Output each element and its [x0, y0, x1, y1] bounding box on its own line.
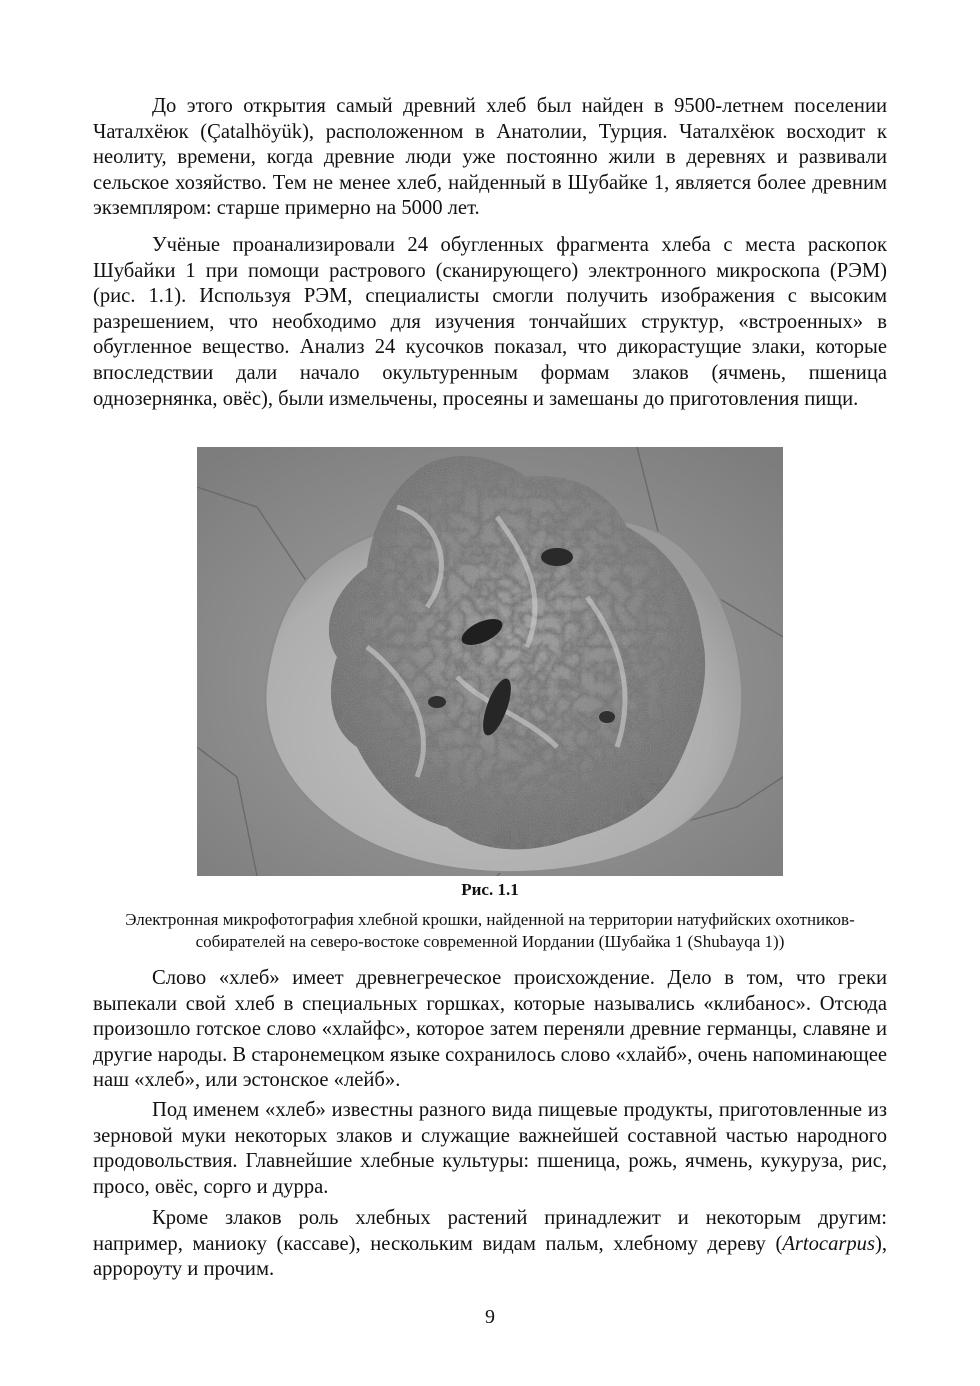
paragraph-word-origin: Слово «хлеб» имеет древнегреческое происхождение. Дело в том, что греки выпекали свой хлеб в специальных горшках, которые назывались «клибанос». Отсюда произошло готское слово «хлайфс», которое затем переняли древние германцы, славяне и другие народы. В старонемецком языке сохранилось слово «хлайб», очень напоминающее наш «хлеб», или эстонское «лейб». — [93, 967, 887, 1092]
paragraph-catalhoyuk: До этого открытия самый древний хлеб был найден в 9500-летнем поселении Чаталхёюк (Çatalhöyük), расположенном в Анатолии, Турция. Чаталхёюк восходит к неолиту, времени, когда древние люди уже постоянно жили в деревнях и развивали сельское хозяйство. Тем не менее хлеб, найденный в Шубайке 1, является более древним экземпляром: старше примерно на 5000 лет. — [93, 95, 887, 220]
paragraph-bread-plants-text-1: Кроме злаков роль хлебных растений принадлежит и некоторым другим: например, маниоку (кассаве), нескольким видам пальм, хлебному дереву ( — [93, 1207, 887, 1255]
figure-sem-micrograph — [197, 447, 783, 876]
paragraph-bread-plants — [93, 1206, 887, 1283]
artocarpus-term: Artocarpus — [782, 1232, 875, 1255]
page-number: 9 — [485, 1306, 495, 1328]
paragraph-bread-definition: Под именем «хлеб» известны разного вида пищевые продукты, приготовленные из зерновой муки некоторых злаков и служащие важнейшей составной частью народного продовольствия. Главнейшие хлебные культуры: пшеница, рожь, ячмень, кукуруза, рис, просо, овёс, сорго и дурра. — [93, 1099, 887, 1198]
paragraph-sem-analysis: Учёные проанализировали 24 обугленных фрагмента хлеба с места раскопок Шубайки 1 при помощи растрового (сканирующего) электронного микроскопа (РЭМ) (рис. 1.1). Используя РЭМ, специалисты смогли получить изображения с высоким разрешением, что необходимо для изучения тончайших структур, «встроенных» в обугленное вещество. Анализ 24 кусочков показал, что дикорастущие злаки, которые впоследствии дали начало окультуренным формам злаков (ячмень, пшеница однозернянка, овёс), были измельчены, просеяны и замешаны до приготовления пищи. — [93, 234, 887, 410]
figure-title: Рис. 1.1 — [461, 880, 519, 899]
figure-caption: Электронная микрофотография хлебной крошки, найденной на территории натуфийских охотников-собирателей на северо-востоке современной Иордании (Шубайка 1 (Shubayqa 1)) — [125, 910, 855, 951]
paragraph-bread-plants-text-2: ), арророуту и прочим. — [93, 1232, 887, 1281]
bread-crumb-micrograph-image — [197, 447, 783, 876]
